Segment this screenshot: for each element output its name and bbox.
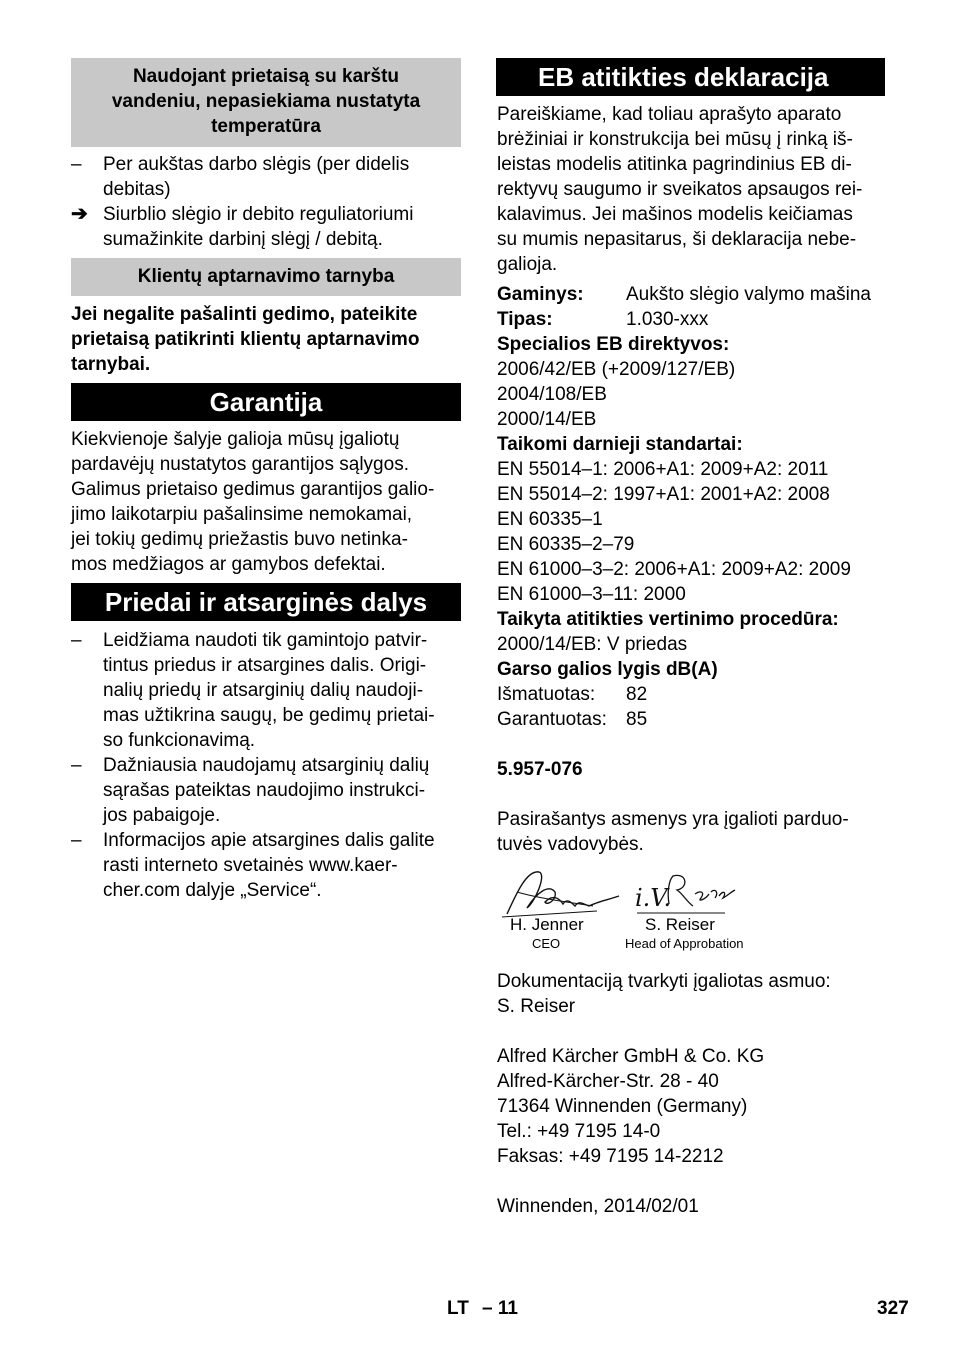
directive-item: 2004/108/EB (497, 384, 607, 405)
list-text: so funkcionavimą. (103, 730, 256, 751)
heading-text: EB atitikties deklaracija (538, 62, 829, 92)
heading-text: Klientų aptarnavimo tarnyba (137, 266, 395, 287)
arrow-right-icon: ➔ (71, 203, 88, 225)
directive-item: 2006/42/EB (+2009/127/EB) (497, 359, 736, 380)
type-label: Tipas: (497, 309, 553, 330)
address-line: Alfred-Kärcher-Str. 28 - 40 (497, 1071, 719, 1092)
heading-line: temperatūra (211, 116, 321, 137)
list-text: rasti interneto svetainės www.kaer- (103, 855, 398, 876)
para-line: Dokumentaciją tvarkyti įgaliotas asmuo: (497, 971, 831, 992)
standard-item: EN 61000–3–2: 2006+A1: 2009+A2: 2009 (497, 559, 851, 580)
list-text: cher.com dalyje „Service“. (103, 880, 322, 901)
para-line: mos medžiagos ar gamybos defektai. (71, 554, 386, 575)
footer-page-label: – 11 (482, 1298, 518, 1319)
standard-item: EN 60335–2–79 (497, 534, 635, 555)
guaranteed-label: Garantuotas: (497, 709, 607, 730)
dash-marker: – (71, 154, 82, 175)
list-text: nalių priedų ir atsarginių dalių naudoji- (103, 680, 424, 701)
list-text: sumažinkite darbinį slėgį / debitą. (103, 229, 383, 250)
list-text: tintus priedus ir atsargines dalis. Origi- (103, 655, 427, 676)
product-label: Gaminys: (497, 284, 584, 305)
address-line: Alfred Kärcher GmbH & Co. KG (497, 1046, 765, 1067)
para-line: su mumis nepasitarus, ši deklaracija nebe- (497, 229, 857, 250)
para-line: kalavimus. Jei mašinos modelis keičiamas (497, 204, 853, 225)
standard-item: EN 61000–3–11: 2000 (497, 584, 686, 605)
list-text: Siurblio slėgio ir debito reguliatoriumi (103, 204, 414, 225)
measured-label: Išmatuotas: (497, 684, 596, 705)
para-line: S. Reiser (497, 996, 576, 1017)
signer-name-reiser: S. Reiser (645, 915, 715, 934)
product-value: Aukšto slėgio valymo mašina (626, 284, 871, 305)
procedure-label: Taikyta atitikties vertinimo procedūra: (497, 609, 839, 630)
section-heading-warranty (71, 383, 461, 421)
para-line: brėžiniai ir konstrukcija bei mūsų į rinką iš- (497, 129, 853, 150)
directive-item: 2000/14/EB (497, 409, 597, 430)
list-text: Per aukštas darbo slėgis (per didelis (103, 154, 410, 175)
type-value: 1.030-xxx (626, 309, 709, 330)
section-heading-accessories (71, 583, 461, 621)
sound-level-label: Garso galios lygis dB(A) (497, 659, 718, 680)
para-line: jimo laikotarpiu pašalinsime nemokamai, (71, 504, 413, 525)
directives-label: Specialios EB direktyvos: (497, 334, 730, 355)
para-line: tarnybai. (71, 354, 151, 375)
signer-role-approbation: Head of Approbation (625, 936, 744, 951)
section-heading-hot-water (71, 58, 461, 147)
address-line: 71364 Winnenden (Germany) (497, 1096, 748, 1117)
section-heading-customer-service (71, 258, 461, 296)
para-line: Kiekvienoje šalyje galioja mūsų įgaliotų (71, 429, 400, 450)
address-line: Faksas: +49 7195 14-2212 (497, 1146, 724, 1167)
heading-text: Garantija (209, 387, 323, 417)
para-line: tuvės vadovybės. (497, 834, 644, 855)
para-line: pardavėjų nustatytos garantijos sąlygos. (71, 454, 409, 475)
place-date: Winnenden, 2014/02/01 (497, 1196, 699, 1217)
list-text: Dažniausia naudojamų atsarginių dalių (103, 755, 430, 776)
dash-marker: – (71, 755, 82, 776)
guaranteed-value: 85 (626, 709, 648, 730)
para-line: galioja. (497, 254, 558, 275)
para-line: Jei negalite pašalinti gedimo, pateikite (71, 304, 418, 325)
heading-line: vandeniu, nepasiekiama nustatyta (111, 91, 421, 112)
list-text: mas užtikrina saugų, be gedimų prietai- (103, 705, 435, 726)
list-text: debitas) (103, 179, 171, 200)
signer-role-ceo: CEO (532, 936, 561, 951)
measured-value: 82 (626, 684, 648, 705)
address-line: Tel.: +49 7195 14-0 (497, 1121, 661, 1142)
para-line: prietaisą patikrinti klientų aptarnavimo (71, 329, 420, 350)
heading-line: Naudojant prietaisą su karštu (132, 66, 400, 87)
standards-label: Taikomi darnieji standartai: (497, 434, 743, 455)
list-text: jos pabaigoje. (103, 805, 221, 826)
para-line: Galimus prietaiso gedimus garantijos galio- (71, 479, 435, 500)
dash-marker: – (71, 630, 82, 651)
svg-text:i.V.: i.V. (635, 884, 672, 912)
standard-item: EN 55014–1: 2006+A1: 2009+A2: 2011 (497, 459, 829, 480)
para-line: Pareiškiame, kad toliau aprašyto aparato (497, 104, 842, 125)
standard-item: EN 55014–2: 1997+A1: 2001+A2: 2008 (497, 484, 830, 505)
list-text: sąrašas pateiktas naudojimo instrukci- (103, 780, 426, 801)
signer-name-jenner: H. Jenner (510, 915, 584, 934)
para-line: leistas modelis atitinka pagrindinius EB di- (497, 154, 852, 175)
dash-marker: – (71, 830, 82, 851)
heading-text: Priedai ir atsarginės dalys (104, 587, 428, 617)
standard-item: EN 60335–1 (497, 509, 603, 530)
footer-language: LT (447, 1298, 469, 1319)
procedure-value: 2000/14/EB: V priedas (497, 634, 688, 655)
para-line: jei tokių gedimų priežastis buvo netinka- (71, 529, 408, 550)
document-number: 5.957-076 (497, 759, 583, 780)
section-heading-declaration (496, 58, 885, 96)
list-text: Informacijos apie atsargines dalis galite (103, 830, 435, 851)
handwritten-signatures (497, 862, 757, 922)
para-line: Pasirašantys asmenys yra įgalioti parduo- (497, 809, 849, 830)
footer-page-number: 327 (877, 1298, 909, 1319)
list-text: Leidžiama naudoti tik gamintojo patvir- (103, 630, 428, 651)
para-line: rektyvų saugumo ir sveikatos apsaugos rei- (497, 179, 863, 200)
